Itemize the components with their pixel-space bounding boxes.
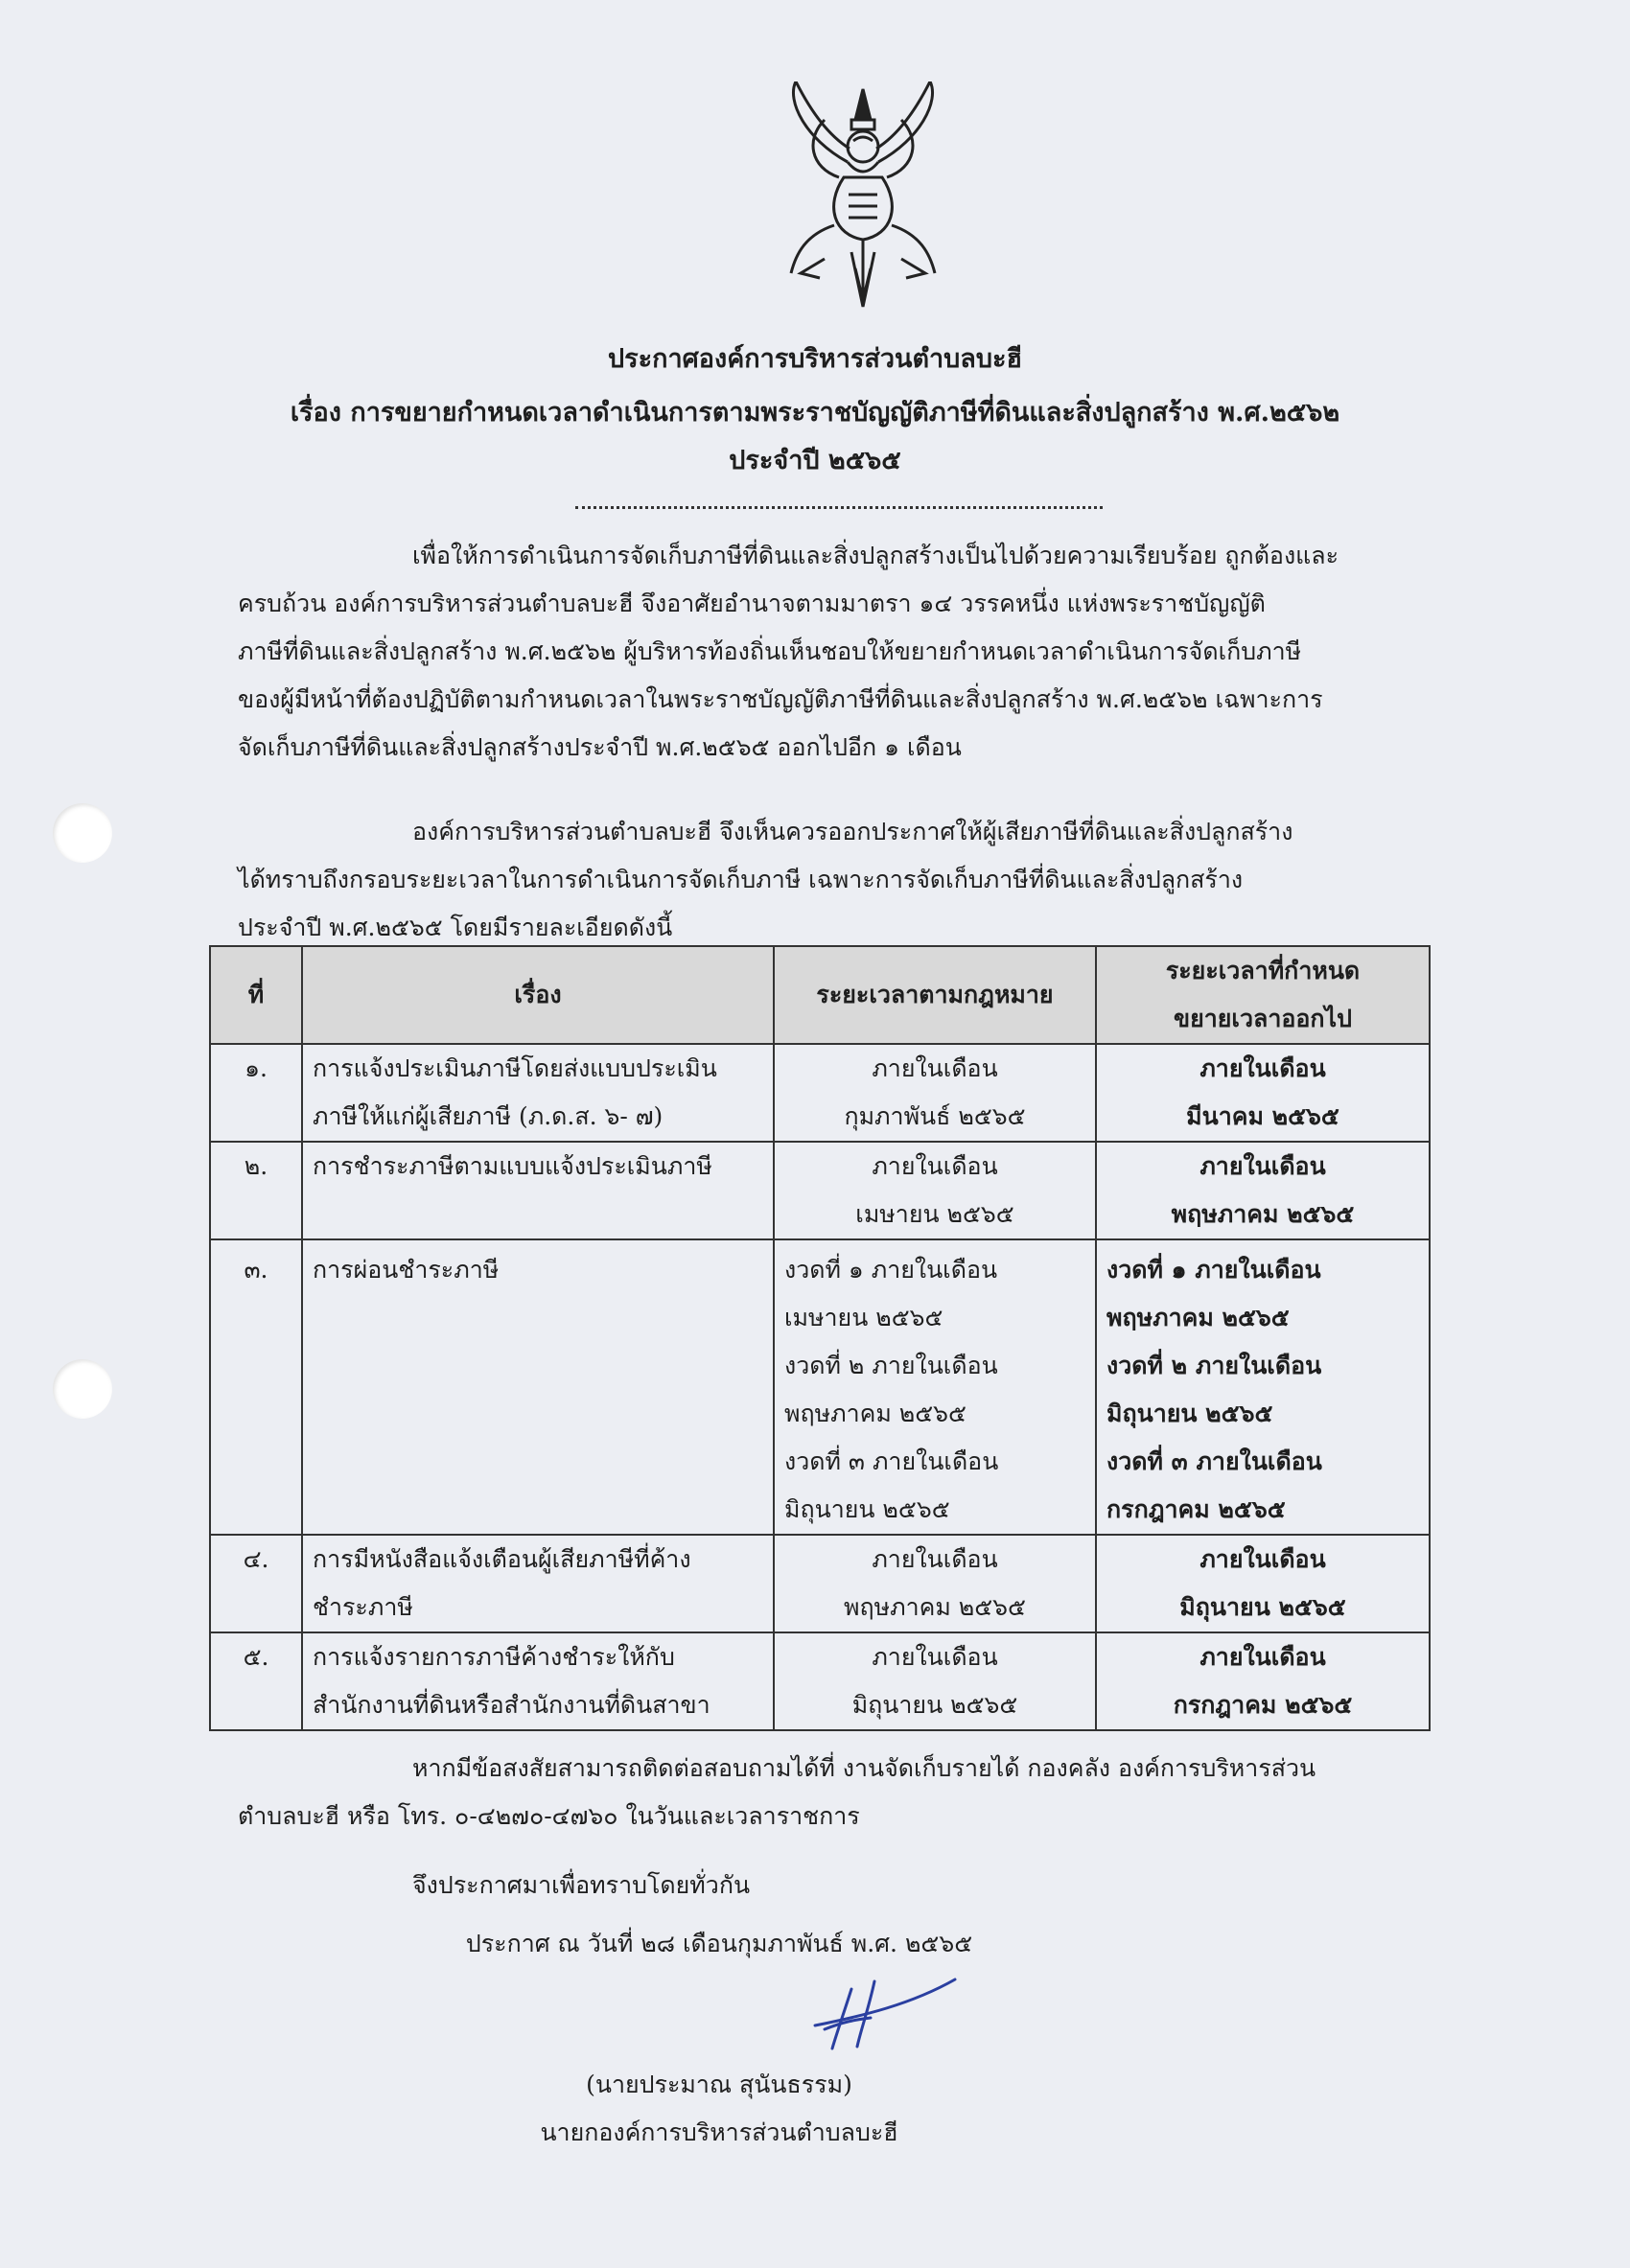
table-row <box>210 1044 1430 1142</box>
paragraph-line: หากมีข้อสงสัยสามารถติดต่อสอบถามได้ที่ งานจัดเก็บรายได้ กองคลัง องค์การบริหารส่วน <box>412 1754 1316 1782</box>
cell-line: สำนักงานที่ดินหรือสำนักงานที่ดินสาขา <box>313 1691 710 1719</box>
row-topic <box>302 1142 774 1239</box>
header-extended-line: ขยายเวลาออกไป <box>1174 1005 1352 1032</box>
row-number: ๔. <box>210 1535 302 1632</box>
heading-dotted-separator <box>575 506 1103 509</box>
cell-line: กรกฎาคม ๒๕๖๕ <box>1106 1495 1286 1523</box>
cell-line: พฤษภาคม ๒๕๖๕ <box>844 1593 1026 1621</box>
cell-line: ภายในเดือน <box>872 1054 998 1082</box>
garuda-emblem-icon <box>767 81 959 321</box>
header-legal-period: ระยะเวลาตามกฎหมาย <box>774 946 1096 1044</box>
cell-line: การผ่อนชำระภาษี <box>313 1256 500 1284</box>
signer-name: (นายประมาณ สุนันธรรม) <box>586 2071 852 2098</box>
row-topic <box>302 1535 774 1632</box>
cell-line: ภายในเดือน <box>1199 1152 1326 1180</box>
cell-line: มิถุนายน ๒๕๖๕ <box>1106 1400 1273 1427</box>
paragraph-line: องค์การบริหารส่วนตำบลบะฮี จึงเห็นควรออกประกาศให้ผู้เสียภาษีที่ดินและสิ่งปลูกสร้าง <box>412 818 1293 845</box>
cell-line: ภายในเดือน <box>1199 1054 1326 1082</box>
paragraph-line: ตำบลบะฮี หรือ โทร. ๐-๔๒๗๐-๔๗๖๐ ในวันและเวลาราชการ <box>238 1802 860 1830</box>
row-number: ๑. <box>210 1044 302 1142</box>
cell-line: ภายในเดือน <box>872 1545 998 1573</box>
row-extended-period <box>1096 1142 1430 1239</box>
paragraph-line: ภาษีที่ดินและสิ่งปลูกสร้าง พ.ศ.๒๕๖๒ ผู้บริหารท้องถิ่นเห็นชอบให้ขยายกำหนดเวลาดำเนินการจัดเก็บภาษี <box>238 637 1302 665</box>
announcement-date: ประกาศ ณ วันที่ ๒๘ เดือนกุมภาพันธ์ พ.ศ. ๒๕๖๕ <box>465 1930 973 1957</box>
row-legal-period <box>774 1044 1096 1142</box>
cell-line: พฤษภาคม ๒๕๖๕ <box>1171 1200 1355 1228</box>
cell-line: มิถุนายน ๒๕๖๕ <box>784 1495 950 1523</box>
paragraph-line: ครบถ้วน องค์การบริหารส่วนตำบลบะฮี จึงอาศัยอำนาจตามมาตรา ๑๔ วรรคหนึ่ง แห่งพระราชบัญญัติ <box>238 590 1266 617</box>
cell-line: มิถุนายน ๒๕๖๕ <box>851 1691 1018 1719</box>
row-extended-period <box>1096 1535 1430 1632</box>
cell-line: งวดที่ ๓ ภายในเดือน <box>784 1447 999 1475</box>
paragraph-announce <box>238 1862 1448 1909</box>
cell-line: กรกฎาคม ๒๕๖๕ <box>1173 1691 1353 1719</box>
paragraph-line: ประจำปี พ.ศ.๒๕๖๕ โดยมีรายละเอียดดังนี้ <box>238 914 673 941</box>
table-row <box>210 1632 1430 1730</box>
cell-line: ภายในเดือน <box>1199 1545 1326 1573</box>
header-topic: เรื่อง <box>302 946 774 1044</box>
row-number: ๒. <box>210 1142 302 1239</box>
signature-mark <box>786 1970 959 2056</box>
cell-line: เมษายน ๒๕๖๕ <box>855 1200 1014 1228</box>
row-legal-period <box>774 1142 1096 1239</box>
cell-line: มิถุนายน ๒๕๖๕ <box>1179 1593 1346 1621</box>
punch-hole <box>53 1359 112 1419</box>
punch-hole <box>53 803 112 863</box>
cell-line: ภายในเดือน <box>872 1152 998 1180</box>
signer-title: นายกองค์การบริหารส่วนตำบลบะฮี <box>540 2118 898 2146</box>
paragraph-line: จึงประกาศมาเพื่อทราบโดยทั่วกัน <box>412 1871 751 1899</box>
cell-line: งวดที่ ๑ ภายในเดือน <box>1106 1256 1321 1284</box>
cell-line: การแจ้งประเมินภาษีโดยส่งแบบประเมิน <box>313 1054 717 1082</box>
paragraph-intro <box>238 532 1448 772</box>
cell-line: ภายในเดือน <box>872 1643 998 1671</box>
row-number: ๕. <box>210 1632 302 1730</box>
row-topic <box>302 1632 774 1730</box>
cell-line: พฤษภาคม ๒๕๖๕ <box>1106 1304 1290 1331</box>
cell-line: งวดที่ ๓ ภายในเดือน <box>1106 1447 1322 1475</box>
schedule-table <box>209 945 1431 1731</box>
row-legal-period <box>774 1535 1096 1632</box>
cell-line: การมีหนังสือแจ้งเตือนผู้เสียภาษีที่ค้าง <box>313 1545 691 1573</box>
table-row <box>210 1239 1430 1535</box>
cell-line: การชำระภาษีตามแบบแจ้งประเมินภาษี <box>313 1152 712 1180</box>
row-extended-period <box>1096 1044 1430 1142</box>
table-row <box>210 1535 1430 1632</box>
cell-line: การแจ้งรายการภาษีค้างชำระให้กับ <box>313 1643 675 1671</box>
header-no: ที่ <box>210 946 302 1044</box>
announcement-year: ประจำปี ๒๕๖๕ <box>729 446 901 475</box>
cell-line: ภายในเดือน <box>1199 1643 1326 1671</box>
cell-line: งวดที่ ๑ ภายในเดือน <box>784 1256 998 1284</box>
row-extended-period <box>1096 1632 1430 1730</box>
cell-line: ภาษีให้แก่ผู้เสียภาษี (ภ.ด.ส. ๖- ๗) <box>313 1102 664 1130</box>
cell-line: ชำระภาษี <box>313 1593 413 1621</box>
cell-line: เมษายน ๒๕๖๕ <box>784 1304 943 1331</box>
row-topic <box>302 1239 774 1535</box>
paragraph-line: เพื่อให้การดำเนินการจัดเก็บภาษีที่ดินและสิ่งปลูกสร้างเป็นไปด้วยความเรียบร้อย ถูกต้องและ <box>412 542 1339 569</box>
announcement-org: ประกาศองค์การบริหารส่วนตำบลบะฮี <box>608 344 1022 374</box>
cell-line: งวดที่ ๒ ภายในเดือน <box>784 1352 998 1379</box>
paragraph-line: จัดเก็บภาษีที่ดินและสิ่งปลูกสร้างประจำปี พ.ศ.๒๕๖๕ ออกไปอีก ๑ เดือน <box>238 733 962 761</box>
header-extended-line: ระยะเวลาที่กำหนด <box>1165 957 1361 984</box>
header-extended-period <box>1096 946 1430 1044</box>
paragraph-line: ได้ทราบถึงกรอบระยะเวลาในการดำเนินการจัดเก็บภาษี เฉพาะการจัดเก็บภาษีที่ดินและสิ่งปลูกสร้าง <box>238 866 1244 893</box>
announcement-subject: เรื่อง การขยายกำหนดเวลาดำเนินการตามพระราชบัญญัติภาษีที่ดินและสิ่งปลูกสร้าง พ.ศ.๒๕๖๒ <box>290 398 1340 428</box>
table-row <box>210 1142 1430 1239</box>
paragraph-contact <box>238 1745 1448 1840</box>
cell-line: พฤษภาคม ๒๕๖๕ <box>784 1400 966 1427</box>
row-legal-period <box>774 1239 1096 1535</box>
paragraph-details <box>238 808 1448 952</box>
cell-line: มีนาคม ๒๕๖๕ <box>1186 1102 1339 1130</box>
paragraph-line: ของผู้มีหน้าที่ต้องปฏิบัติตามกำหนดเวลาในพระราชบัญญัติภาษีที่ดินและสิ่งปลูกสร้าง พ.ศ.๒๕๖๒ เฉพาะการ <box>238 685 1323 713</box>
cell-line: กุมภาพันธ์ ๒๕๖๕ <box>844 1102 1026 1130</box>
row-topic <box>302 1044 774 1142</box>
cell-line: งวดที่ ๒ ภายในเดือน <box>1106 1352 1322 1379</box>
row-number: ๓. <box>210 1239 302 1535</box>
row-extended-period <box>1096 1239 1430 1535</box>
row-legal-period <box>774 1632 1096 1730</box>
table-header-row <box>210 946 1430 1044</box>
